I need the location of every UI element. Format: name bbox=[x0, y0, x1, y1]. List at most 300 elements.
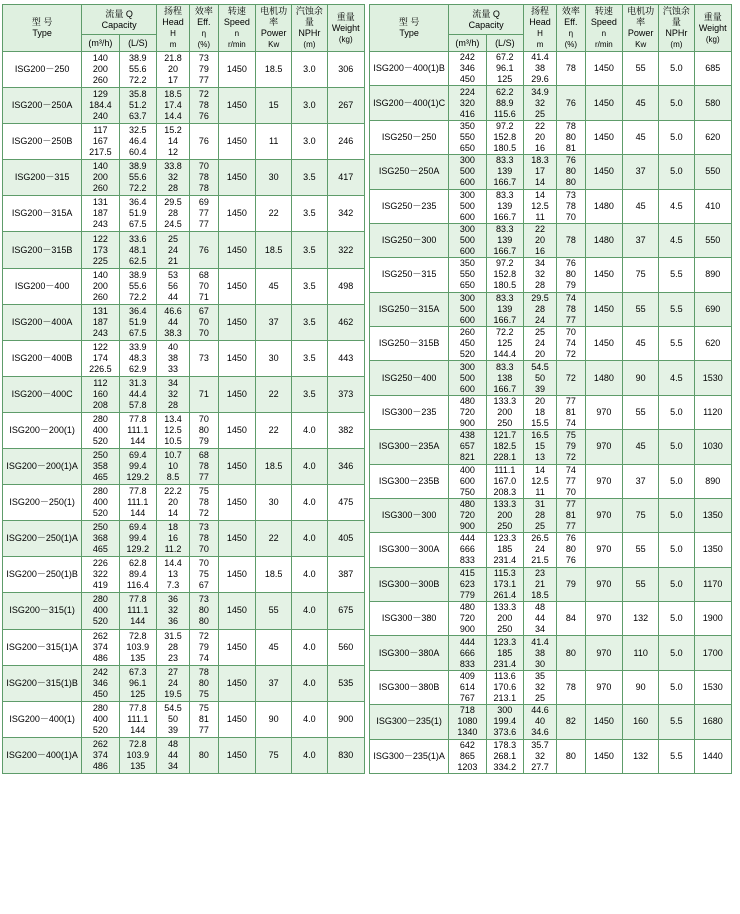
cell-weight-value: 890 bbox=[705, 475, 721, 486]
cell-nphr bbox=[659, 464, 694, 498]
cell-head-value: 38 bbox=[535, 647, 546, 658]
cell-nphr-value: 3.5 bbox=[303, 388, 316, 399]
cell-weight-value: 443 bbox=[338, 352, 354, 363]
cell-eff bbox=[190, 449, 219, 485]
cell-eff-value: 72 bbox=[565, 349, 576, 360]
cell-capacity-ls-value: 111.1 bbox=[127, 605, 149, 616]
cell-nphr-value: 5.5 bbox=[670, 303, 683, 314]
cell-eff bbox=[190, 376, 219, 412]
cell-nphr-value: 3.0 bbox=[303, 64, 316, 75]
cell-nphr-value: 4.5 bbox=[670, 235, 683, 246]
cell-nphr-value: 5.5 bbox=[670, 750, 683, 761]
cell-capacity-ls bbox=[119, 557, 156, 593]
cell-weight bbox=[694, 292, 731, 326]
cell-capacity-ls bbox=[486, 430, 523, 464]
cell-speed bbox=[218, 521, 255, 557]
cell-capacity-m3h-value: 480 bbox=[459, 395, 475, 406]
table-row bbox=[3, 557, 365, 593]
cell-nphr bbox=[659, 498, 694, 532]
pump-spec-table-left bbox=[2, 4, 365, 774]
cell-capacity-m3h bbox=[82, 340, 119, 376]
cell-head-value: 24 bbox=[535, 314, 546, 325]
cell-eff-value: 80 bbox=[565, 269, 576, 280]
table-row bbox=[3, 304, 365, 340]
cell-capacity-ls-value: 300 bbox=[497, 705, 513, 716]
cell-speed bbox=[218, 701, 255, 737]
cell-weight-value: 1170 bbox=[703, 578, 723, 589]
cell-capacity-ls-value: 72.2 bbox=[129, 75, 147, 86]
cell-capacity-m3h-value: 500 bbox=[459, 372, 475, 383]
cell-head-value: 10 bbox=[168, 461, 179, 472]
cell-speed-value: 1450 bbox=[226, 172, 247, 183]
cell-eff-value: 70 bbox=[565, 211, 576, 222]
cell-capacity-m3h bbox=[82, 593, 119, 629]
cell-nphr bbox=[292, 449, 327, 485]
table-row bbox=[3, 665, 365, 701]
cell-capacity-m3h-value: 260 bbox=[92, 75, 108, 86]
cell-head-value: 25 bbox=[535, 692, 546, 703]
cell-capacity-m3h-value: 500 bbox=[459, 303, 475, 314]
cell-speed-value: 970 bbox=[596, 406, 612, 417]
cell-capacity-ls bbox=[119, 485, 156, 521]
cell-capacity-m3h-value: 322 bbox=[92, 569, 108, 580]
cell-power-value: 90 bbox=[635, 372, 646, 383]
cell-capacity-m3h-value: 600 bbox=[459, 211, 475, 222]
cell-power bbox=[256, 629, 292, 665]
cell-eff-value: 76 bbox=[565, 155, 576, 166]
cell-capacity-ls-value: 373.6 bbox=[493, 727, 517, 738]
cell-eff-value: 76 bbox=[198, 111, 209, 122]
cell-capacity-m3h-value: 444 bbox=[459, 636, 475, 647]
cell-weight-value: 1900 bbox=[702, 613, 723, 624]
cell-nphr-value: 5.0 bbox=[670, 475, 683, 486]
cell-capacity-ls-value: 38.9 bbox=[129, 53, 147, 64]
cell-eff bbox=[557, 498, 586, 532]
cell-weight bbox=[327, 412, 364, 448]
cell-head-value: 28 bbox=[168, 183, 179, 194]
cell-eff-value: 70 bbox=[198, 327, 209, 338]
cell-eff-value: 82 bbox=[565, 716, 576, 727]
cell-capacity-ls-value: 72.2 bbox=[496, 327, 514, 338]
cell-eff-value: 80 bbox=[565, 544, 576, 555]
cell-eff-value: 81 bbox=[565, 406, 576, 417]
cell-speed-value: 970 bbox=[596, 510, 612, 521]
cell-capacity-ls bbox=[119, 701, 156, 737]
cell-eff bbox=[557, 533, 586, 567]
cell-capacity-ls-value: 77.8 bbox=[129, 594, 147, 605]
cell-capacity-ls-value: 83.3 bbox=[496, 189, 514, 200]
cell-capacity-m3h-value: 374 bbox=[92, 641, 108, 652]
cell-capacity-ls-value: 32.5 bbox=[129, 125, 147, 136]
cell-capacity-ls-value: 63.7 bbox=[129, 111, 147, 122]
cell-speed-value: 1450 bbox=[593, 131, 614, 142]
cell-nphr bbox=[292, 268, 327, 304]
cell-head-value: 28 bbox=[535, 280, 546, 291]
cell-power-value: 22 bbox=[268, 533, 279, 544]
cell-power bbox=[256, 701, 292, 737]
cell-power bbox=[256, 268, 292, 304]
cell-nphr bbox=[659, 327, 694, 361]
cell-nphr-value: 3.5 bbox=[303, 280, 316, 291]
cell-model: ISG200－400C bbox=[3, 376, 82, 412]
cell-speed-value: 970 bbox=[596, 647, 612, 658]
cell-eff bbox=[557, 258, 586, 292]
cell-speed-value: 1450 bbox=[593, 716, 614, 727]
cell-speed-value: 970 bbox=[596, 578, 612, 589]
cell-capacity-m3h bbox=[82, 701, 119, 737]
cell-head-value: 30 bbox=[535, 658, 546, 669]
cell-model: ISG250－315 bbox=[370, 258, 449, 292]
cell-head bbox=[524, 52, 557, 86]
cell-eff-value: 78 bbox=[565, 200, 576, 211]
cell-speed bbox=[218, 304, 255, 340]
cell-head-value: 7.3 bbox=[166, 580, 180, 591]
col-header-model: 型 号 Type bbox=[3, 5, 82, 52]
cell-power bbox=[623, 567, 659, 601]
cell-nphr bbox=[659, 739, 694, 774]
cell-power bbox=[623, 52, 659, 86]
cell-capacity-m3h-value: 450 bbox=[459, 74, 475, 85]
cell-weight bbox=[694, 533, 731, 567]
cell-speed bbox=[585, 670, 622, 704]
cell-speed-value: 1450 bbox=[226, 280, 247, 291]
cell-eff-value: 79 bbox=[565, 441, 576, 452]
cell-head-value: 16 bbox=[535, 142, 546, 153]
cell-capacity-m3h bbox=[82, 268, 119, 304]
cell-speed bbox=[585, 567, 622, 601]
cell-head bbox=[524, 189, 557, 223]
cell-capacity-ls-value: 166.7 bbox=[493, 211, 517, 222]
cell-model: ISG300－380A bbox=[370, 636, 449, 670]
cell-capacity-m3h-value: 280 bbox=[92, 594, 108, 605]
cell-capacity-ls-value: 152.8 bbox=[493, 131, 517, 142]
cell-nphr-value: 4.0 bbox=[303, 533, 316, 544]
cell-head bbox=[157, 665, 190, 701]
cell-eff-value: 79 bbox=[565, 578, 576, 589]
cell-head-value: 44 bbox=[168, 749, 179, 760]
col-header-eff: 效率 Eff. η (%) bbox=[557, 5, 586, 52]
cell-head-value: 22.2 bbox=[164, 486, 182, 497]
cell-speed bbox=[585, 636, 622, 670]
cell-capacity-m3h-value: 657 bbox=[459, 441, 475, 452]
cell-model: ISG300－235B bbox=[370, 464, 449, 498]
cell-head-value: 23 bbox=[535, 567, 546, 578]
cell-speed-value: 1450 bbox=[226, 533, 247, 544]
cell-speed-value: 1450 bbox=[226, 461, 247, 472]
cell-nphr bbox=[292, 737, 327, 773]
cell-eff-value: 74 bbox=[198, 652, 209, 663]
cell-nphr bbox=[659, 361, 694, 395]
cell-nphr-value: 4.0 bbox=[303, 677, 316, 688]
cell-model: ISG200－400(1) bbox=[3, 701, 82, 737]
cell-capacity-ls-value: 96.1 bbox=[496, 63, 514, 74]
cell-capacity-m3h-value: 480 bbox=[459, 499, 475, 510]
cell-eff-value: 74 bbox=[565, 417, 576, 428]
cell-head bbox=[524, 327, 557, 361]
cell-power bbox=[623, 705, 659, 739]
cell-model: ISG200－400B bbox=[3, 340, 82, 376]
cell-eff-value: 80 bbox=[198, 677, 209, 688]
cell-weight bbox=[327, 593, 364, 629]
cell-capacity-m3h-value: 465 bbox=[92, 544, 108, 555]
cell-weight-value: 498 bbox=[338, 280, 354, 291]
table-row bbox=[3, 52, 365, 88]
cell-speed bbox=[218, 52, 255, 88]
cell-capacity-m3h-value: 112 bbox=[93, 377, 108, 388]
cell-head-value: 24.5 bbox=[164, 219, 182, 230]
cell-power bbox=[256, 376, 292, 412]
cell-power-value: 55 bbox=[635, 303, 646, 314]
cell-capacity-m3h-value: 226 bbox=[92, 558, 108, 569]
cell-model: ISG300－380B bbox=[370, 670, 449, 704]
cell-head-value: 17.4 bbox=[164, 100, 182, 111]
cell-weight bbox=[694, 86, 731, 120]
cell-eff-value: 73 bbox=[198, 352, 209, 363]
cell-eff-value: 70 bbox=[198, 316, 209, 327]
cell-eff-value: 72 bbox=[198, 630, 209, 641]
cell-power-value: 30 bbox=[268, 497, 279, 508]
cell-capacity-ls-value: 185 bbox=[497, 647, 513, 658]
cell-speed bbox=[585, 464, 622, 498]
cell-capacity-ls-value: 125 bbox=[130, 688, 146, 699]
cell-head-value: 24 bbox=[168, 244, 179, 255]
cell-speed-value: 970 bbox=[596, 475, 612, 486]
cell-model: ISG200－315 bbox=[3, 160, 82, 196]
cell-power bbox=[623, 464, 659, 498]
cell-capacity-ls-value: 83.3 bbox=[496, 361, 514, 372]
cell-model: ISG200－315A bbox=[3, 196, 82, 232]
cell-capacity-m3h-value: 358 bbox=[92, 461, 108, 472]
cell-power bbox=[623, 430, 659, 464]
table-row bbox=[370, 464, 732, 498]
cell-power-value: 55 bbox=[268, 605, 279, 616]
cell-head bbox=[524, 258, 557, 292]
cell-capacity-ls bbox=[486, 361, 523, 395]
cell-capacity-ls-value: 166.7 bbox=[493, 177, 517, 188]
cell-head bbox=[157, 268, 190, 304]
cell-capacity-ls bbox=[486, 327, 523, 361]
cell-power bbox=[623, 498, 659, 532]
cell-power bbox=[256, 412, 292, 448]
cell-weight-value: 267 bbox=[338, 100, 354, 111]
cell-eff-value: 68 bbox=[198, 269, 209, 280]
cell-speed bbox=[585, 395, 622, 429]
cell-model: ISG250－300 bbox=[370, 223, 449, 257]
cell-weight bbox=[694, 739, 731, 774]
cell-weight bbox=[694, 155, 731, 189]
cell-capacity-ls-value: 57.8 bbox=[129, 399, 147, 410]
cell-head-value: 12.5 bbox=[164, 424, 182, 435]
cell-capacity-m3h-value: 419 bbox=[92, 580, 108, 591]
cell-capacity-m3h-value: 465 bbox=[92, 472, 108, 483]
cell-power-value: 37 bbox=[635, 235, 646, 246]
cell-capacity-m3h-value: 131 bbox=[92, 305, 108, 316]
cell-power bbox=[256, 196, 292, 232]
cell-speed-value: 1450 bbox=[226, 749, 247, 760]
cell-capacity-ls bbox=[119, 196, 156, 232]
cell-speed bbox=[218, 160, 255, 196]
cell-head bbox=[524, 705, 557, 739]
cell-head-value: 13.4 bbox=[164, 413, 182, 424]
cell-capacity-m3h-value: 600 bbox=[459, 246, 475, 257]
cell-eff-value: 77 bbox=[198, 75, 209, 86]
cell-weight bbox=[327, 232, 364, 268]
cell-speed-value: 970 bbox=[596, 441, 612, 452]
cell-model: ISG300－235 bbox=[370, 395, 449, 429]
cell-capacity-m3h-value: 117 bbox=[93, 125, 108, 136]
cell-weight bbox=[327, 557, 364, 593]
cell-eff-value: 70 bbox=[565, 486, 576, 497]
cell-head-value: 40 bbox=[168, 341, 179, 352]
cell-capacity-ls-value: 55.6 bbox=[129, 64, 147, 75]
cell-capacity-ls-value: 67.3 bbox=[129, 666, 147, 677]
cell-head-value: 25 bbox=[535, 108, 546, 119]
cell-head bbox=[157, 737, 190, 773]
cell-model: ISG300－235A bbox=[370, 430, 449, 464]
cell-power-value: 55 bbox=[635, 63, 646, 74]
cell-capacity-ls-value: 103.9 bbox=[126, 641, 150, 652]
cell-power bbox=[256, 88, 292, 124]
cell-capacity-m3h-value: 243 bbox=[92, 327, 108, 338]
cell-head-value: 22 bbox=[535, 120, 546, 131]
cell-capacity-m3h-value: 642 bbox=[459, 739, 475, 750]
cell-capacity-ls-value: 77.8 bbox=[129, 702, 147, 713]
cell-eff-value: 81 bbox=[198, 713, 209, 724]
cell-head bbox=[157, 376, 190, 412]
cell-nphr bbox=[659, 705, 694, 739]
cell-eff-value: 77 bbox=[565, 395, 576, 406]
cell-capacity-ls bbox=[119, 52, 156, 88]
cell-weight bbox=[327, 665, 364, 701]
cell-capacity-m3h-value: 226.5 bbox=[89, 363, 112, 374]
cell-speed bbox=[585, 430, 622, 464]
cell-head-value: 34.6 bbox=[531, 727, 549, 738]
cell-capacity-m3h-value: 225 bbox=[92, 255, 108, 266]
cell-capacity-ls-value: 139 bbox=[497, 166, 513, 177]
cell-head-value: 28 bbox=[168, 208, 179, 219]
cell-head-value: 29.5 bbox=[531, 292, 549, 303]
cell-head-value: 32 bbox=[535, 750, 546, 761]
table-row bbox=[370, 739, 732, 774]
cell-power bbox=[256, 160, 292, 196]
cell-capacity-m3h bbox=[82, 665, 119, 701]
cell-capacity-m3h-value: 650 bbox=[459, 142, 475, 153]
table-row bbox=[370, 533, 732, 567]
cell-model: ISG250－400 bbox=[370, 361, 449, 395]
table-row bbox=[370, 361, 732, 395]
cell-eff-value: 73 bbox=[565, 189, 576, 200]
cell-weight bbox=[694, 498, 731, 532]
cell-weight bbox=[694, 567, 731, 601]
cell-power-value: 22 bbox=[268, 208, 279, 219]
cell-power bbox=[256, 52, 292, 88]
cell-eff-value: 79 bbox=[198, 64, 209, 75]
cell-capacity-ls-value: 268.1 bbox=[493, 750, 517, 761]
cell-capacity-m3h bbox=[449, 189, 486, 223]
cell-capacity-ls bbox=[119, 737, 156, 773]
cell-power-value: 55 bbox=[635, 406, 646, 417]
cell-head-value: 14 bbox=[535, 177, 546, 188]
cell-head-value: 17 bbox=[535, 166, 546, 177]
cell-weight-value: 382 bbox=[338, 424, 354, 435]
cell-model: ISG200－400(1)C bbox=[370, 86, 449, 120]
table-row bbox=[3, 124, 365, 160]
cell-power-value: 55 bbox=[635, 544, 646, 555]
cell-capacity-ls-value: 250 bbox=[497, 624, 513, 635]
cell-head-value: 54.5 bbox=[531, 361, 549, 372]
cell-capacity-ls-value: 213.1 bbox=[493, 692, 517, 703]
cell-capacity-m3h-value: 720 bbox=[459, 406, 475, 417]
cell-eff-value: 80 bbox=[565, 131, 576, 142]
cell-nphr bbox=[292, 88, 327, 124]
cell-capacity-ls-value: 135 bbox=[130, 760, 146, 771]
cell-nphr-value: 4.0 bbox=[303, 605, 316, 616]
cell-eff-value: 81 bbox=[565, 142, 576, 153]
cell-capacity-ls-value: 88.9 bbox=[496, 97, 514, 108]
cell-capacity-ls-value: 62.2 bbox=[496, 86, 514, 97]
cell-capacity-m3h-value: 1203 bbox=[457, 761, 478, 772]
cell-capacity-m3h bbox=[82, 196, 119, 232]
cell-speed bbox=[218, 737, 255, 773]
table-row bbox=[370, 602, 732, 636]
cell-capacity-ls-value: 62.5 bbox=[129, 255, 147, 266]
col-header-head: 扬程 Head H m bbox=[524, 5, 557, 52]
cell-capacity-m3h-value: 300 bbox=[459, 155, 475, 166]
cell-eff-value: 72 bbox=[198, 89, 209, 100]
table-row bbox=[3, 196, 365, 232]
cell-power-value: 160 bbox=[633, 716, 649, 727]
col-header-weight: 重量 Weight (kg) bbox=[327, 5, 364, 52]
cell-capacity-ls bbox=[486, 223, 523, 257]
cell-nphr bbox=[659, 120, 694, 154]
cell-capacity-m3h bbox=[82, 485, 119, 521]
cell-eff bbox=[190, 593, 219, 629]
cell-capacity-ls-value: 135 bbox=[130, 652, 146, 663]
cell-speed bbox=[218, 665, 255, 701]
cell-speed-value: 1450 bbox=[226, 677, 247, 688]
cell-speed-value: 970 bbox=[596, 544, 612, 555]
cell-weight-value: 830 bbox=[338, 749, 354, 760]
cell-capacity-m3h-value: 480 bbox=[459, 602, 475, 613]
cell-model: ISG200－400(1)A bbox=[3, 737, 82, 773]
cell-head-value: 34.9 bbox=[531, 86, 549, 97]
cell-capacity-ls-value: 180.5 bbox=[493, 142, 517, 153]
cell-head-value: 13 bbox=[168, 569, 179, 580]
cell-model: ISG250－250 bbox=[370, 120, 449, 154]
cell-capacity-ls-value: 67.2 bbox=[496, 52, 514, 63]
cell-eff bbox=[190, 124, 219, 160]
table-row bbox=[370, 52, 732, 86]
cell-capacity-ls-value: 167.0 bbox=[493, 475, 517, 486]
cell-head bbox=[524, 223, 557, 257]
cell-head-value: 16 bbox=[168, 533, 179, 544]
cell-capacity-m3h-value: 450 bbox=[459, 338, 475, 349]
cell-head bbox=[157, 88, 190, 124]
cell-power-value: 75 bbox=[268, 749, 279, 760]
cell-power-value: 15 bbox=[268, 100, 279, 111]
cell-capacity-ls-value: 55.6 bbox=[129, 280, 147, 291]
cell-eff-value: 71 bbox=[198, 388, 209, 399]
cell-capacity-m3h bbox=[449, 120, 486, 154]
cell-eff bbox=[190, 737, 219, 773]
cell-capacity-m3h-value: 750 bbox=[459, 486, 475, 497]
cell-capacity-ls bbox=[119, 665, 156, 701]
cell-eff-value: 78 bbox=[565, 235, 576, 246]
cell-capacity-ls-value: 144 bbox=[130, 616, 146, 627]
cell-eff-value: 77 bbox=[198, 472, 209, 483]
cell-nphr bbox=[292, 521, 327, 557]
cell-speed bbox=[585, 705, 622, 739]
